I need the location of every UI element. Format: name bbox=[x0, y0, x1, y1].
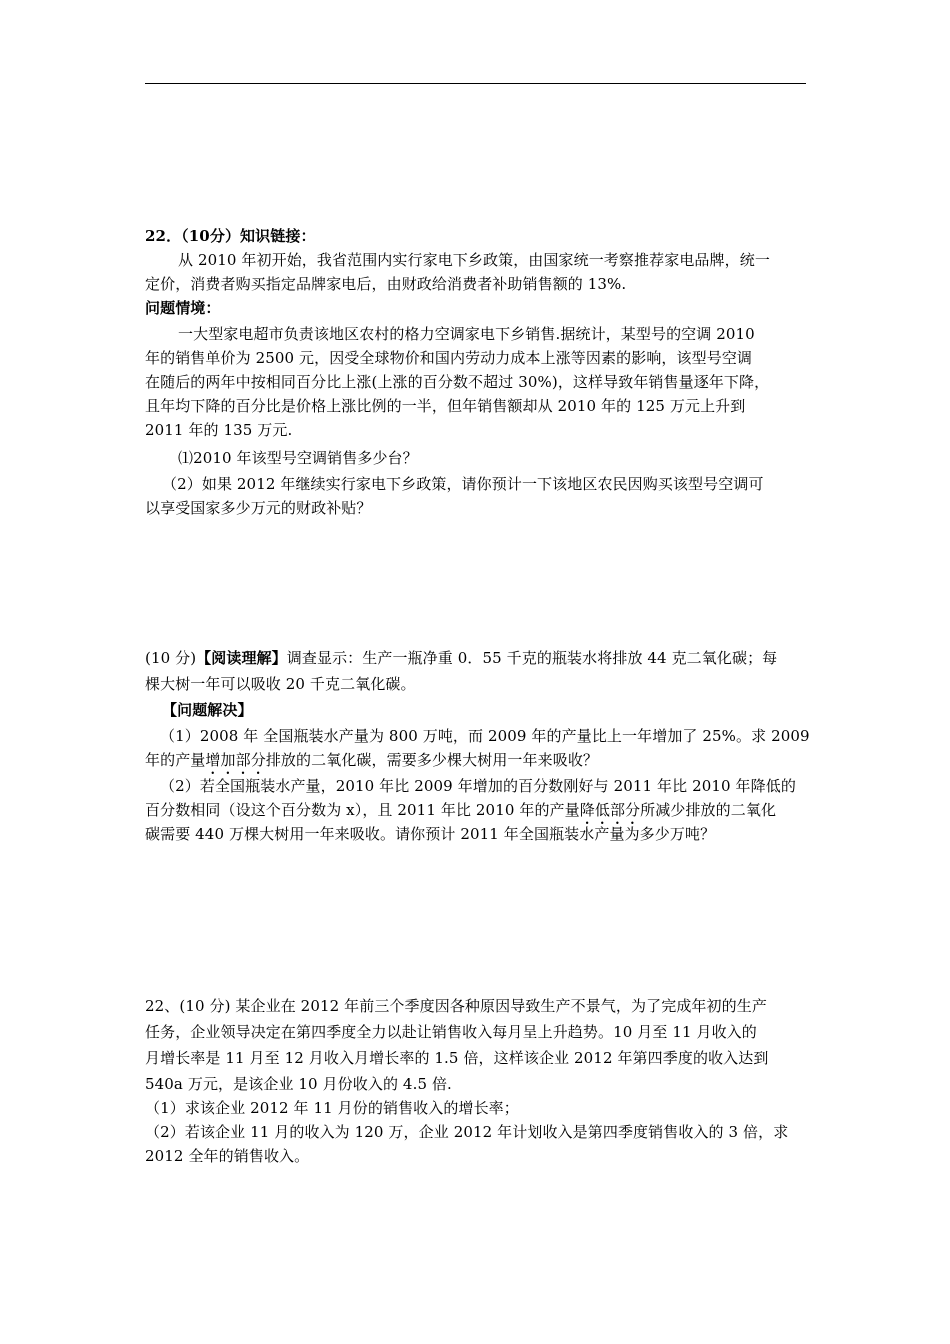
question-2-subquestion-2-cont: 碳需要 440 万棵大树用一年来吸收。请你预计 2011 年全国瓶装水产量为多少万吨？ bbox=[145, 825, 716, 843]
question-1-paragraph-line: 年的销售单价为 2500 元，因受全球物价和国内劳动力成本上涨等因素的影响，该型号空调 bbox=[145, 349, 753, 367]
question-2-subquestion-1-cont bbox=[145, 748, 598, 772]
text-segment: 年的产量 bbox=[145, 751, 206, 769]
problem-solving-label: 【问题解决】 bbox=[162, 701, 253, 719]
question-3-subquestion-2: （2）若该企业 11 月的收入为 120 万，企业 2012 年计划收入是第四季度销售收入的 3 倍，求 bbox=[145, 1123, 789, 1141]
reading-comprehension-label: 【阅读理解】 bbox=[196, 649, 287, 667]
question-1-paragraph-line: 定价，消费者购买指定品牌家电后，由财政给消费者补助销售额的 13%. bbox=[145, 275, 627, 293]
question-3-line: 22、(10 分) 某企业在 2012 年前三个季度因各种原因导致生产不景气，为了完成年初的生产 bbox=[145, 997, 767, 1015]
question-2-intro bbox=[145, 646, 777, 670]
text-segment: 所减少排放的二氧化 bbox=[640, 801, 777, 819]
question-2-subquestion-1: （1）2008 年 全国瓶装水产量为 800 万吨，而 2009 年的产量比上一年增加了 25%。求 2009 bbox=[160, 727, 810, 745]
question-1-paragraph-line: 2011 年的 135 万元. bbox=[145, 421, 293, 439]
question-1-subquestion-2-cont: 以享受国家多少万元的财政补贴？ bbox=[145, 499, 372, 517]
question-1-paragraph-line: 在随后的两年中按相同百分比上涨(上涨的百分数不超过 30%)，这样导致年销售量逐年下降， bbox=[145, 373, 770, 391]
text-segment: 百分数相同（设这个百分数为 x），且 2011 年比 2010 年的产量 bbox=[145, 801, 580, 819]
question-1-subquestion-1: ⑴2010 年该型号空调销售多少台？ bbox=[178, 449, 418, 467]
question-2-subquestion-2: （2）若全国瓶装水产量，2010 年比 2009 年增加的百分数刚好与 2011 年比 2010 年降低的 bbox=[160, 777, 796, 795]
question-1-situation-label: 问题情境： bbox=[145, 299, 221, 317]
question-2-intro-cont: 棵大树一年可以吸收 20 千克二氧化碳。 bbox=[145, 675, 416, 693]
question-1-subquestion-2: （2）如果 2012 年继续实行家电下乡政策，请你预计一下该地区农民因购买该型号空调可 bbox=[162, 475, 764, 493]
question-3-subquestion-2-cont: 2012 全年的销售收入。 bbox=[145, 1147, 310, 1165]
question-3-subquestion-1: （1）求该企业 2012 年 11 月份的销售收入的增长率； bbox=[145, 1099, 519, 1117]
question-2-subquestion-2-cont bbox=[145, 798, 776, 822]
question-1-paragraph-line: 一大型家电超市负责该地区农村的格力空调家电下乡销售.据统计，某型号的空调 2010 bbox=[178, 325, 755, 343]
question-2-intro-text: 调查显示：生产一瓶净重 0．55 千克的瓶装水将排放 44 克二氧化碳；每 bbox=[286, 649, 778, 667]
question-2-points: (10 分) bbox=[145, 649, 197, 667]
text-segment: 排放的二氧化碳，需要多少棵大树用一年来吸收？ bbox=[265, 751, 599, 769]
question-1-paragraph-line: 且年均下降的百分比是价格上涨比例的一半，但年销售额却从 2010 年的 125 万元上升到 bbox=[145, 397, 746, 415]
question-3-line: 月增长率是 11 月至 12 月收入月增长率的 1.5 倍，这样该企业 2012 年第四季度的收入达到 bbox=[145, 1049, 769, 1067]
question-1-title: 22．（10分）知识链接： bbox=[145, 227, 316, 245]
header-rule bbox=[145, 83, 806, 84]
question-1-paragraph-line: 从 2010 年初开始，我省范围内实行家电下乡政策，由国家统一考察推荐家电品牌，统一 bbox=[178, 251, 770, 269]
question-3-line: 540a 万元，是该企业 10 月份收入的 4.5 倍. bbox=[145, 1075, 452, 1093]
question-3-line: 任务，企业领导决定在第四季度全力以赴让销售收入每月呈上升趋势。10 月至 11 月收入的 bbox=[145, 1023, 757, 1041]
emphasized-text: 增加部分 bbox=[205, 751, 266, 769]
emphasized-text: 降低部分 bbox=[579, 801, 641, 819]
